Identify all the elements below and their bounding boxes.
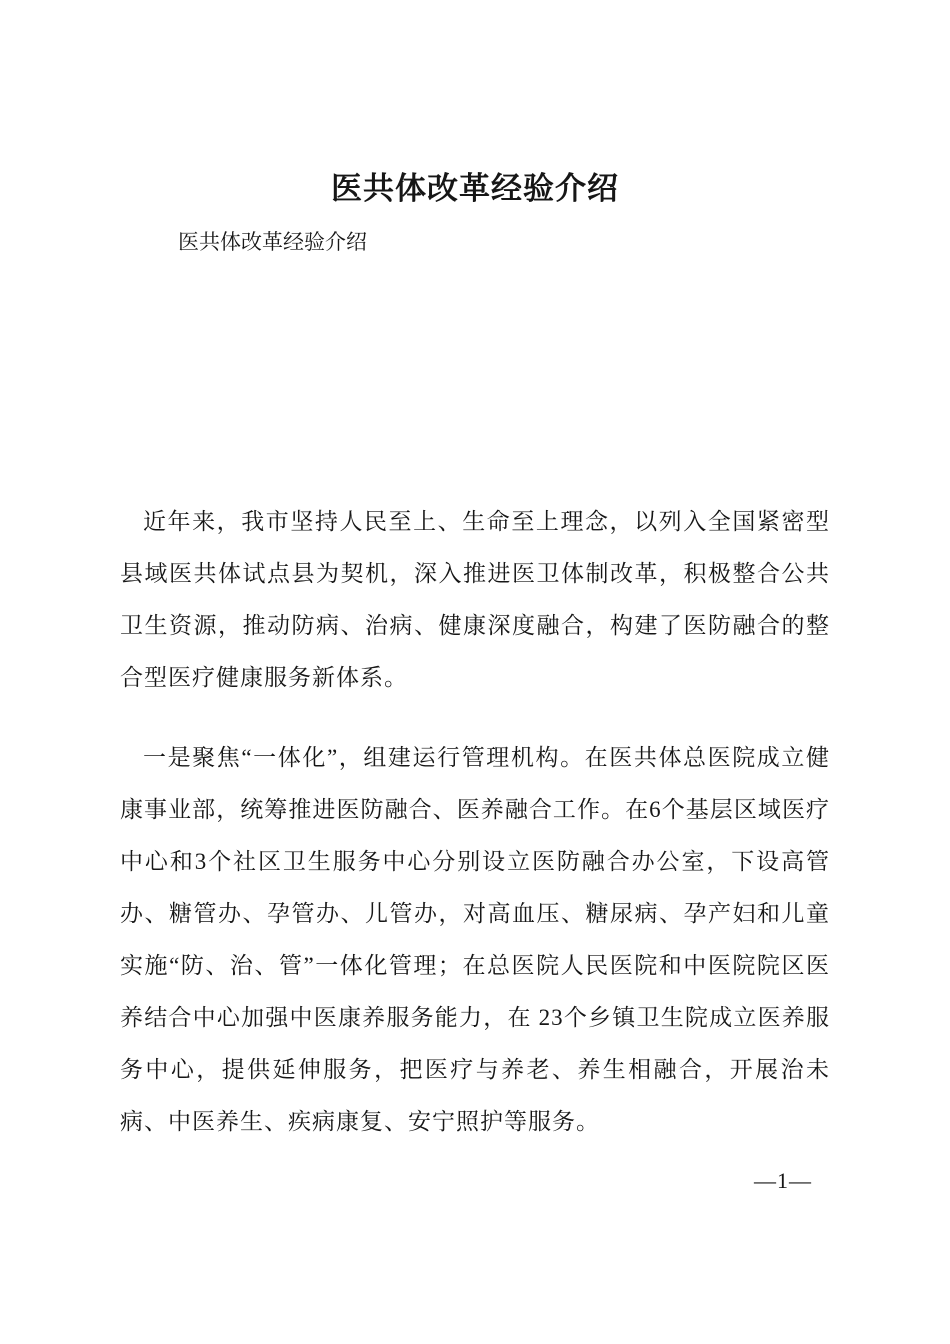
paragraph-intro: 近年来，我市坚持人民至上、生命至上理念，以列入全国紧密型县域医共体试点县为契机，深入推进医卫体制改革，积极整合公共卫生资源，推动防病、治病、健康深度融合，构建了医防融合的整合型医疗健康服务新体系。	[120, 509, 830, 691]
document-body	[120, 496, 830, 1148]
document-subtitle: 医共体改革经验介绍	[178, 230, 367, 255]
page-number: —1—	[754, 1168, 812, 1193]
paragraph-point-one: 一是聚焦“一体化”，组建运行管理机构。在医共体总医院成立健康事业部，统筹推进医防融合、医养融合工作。在6个基层区域医疗中心和3个社区卫生服务中心分别设立医防融合办公室，下设高管办、糖管办、孕管办、儿管办，对高血压、糖尿病、孕产妇和儿童实施“防、治、管”一体化管理；在总医院人民医院和中医院院区医养结合中心加强中医康养服务能力，在 23个乡镇卫生院成立医养服务中心，提供延伸服务，把医疗与养老、养生相融合，开展治未病、中医养生、疾病康复、安宁照护等服务。	[120, 745, 830, 1135]
document-title: 医共体改革经验介绍	[331, 171, 619, 206]
